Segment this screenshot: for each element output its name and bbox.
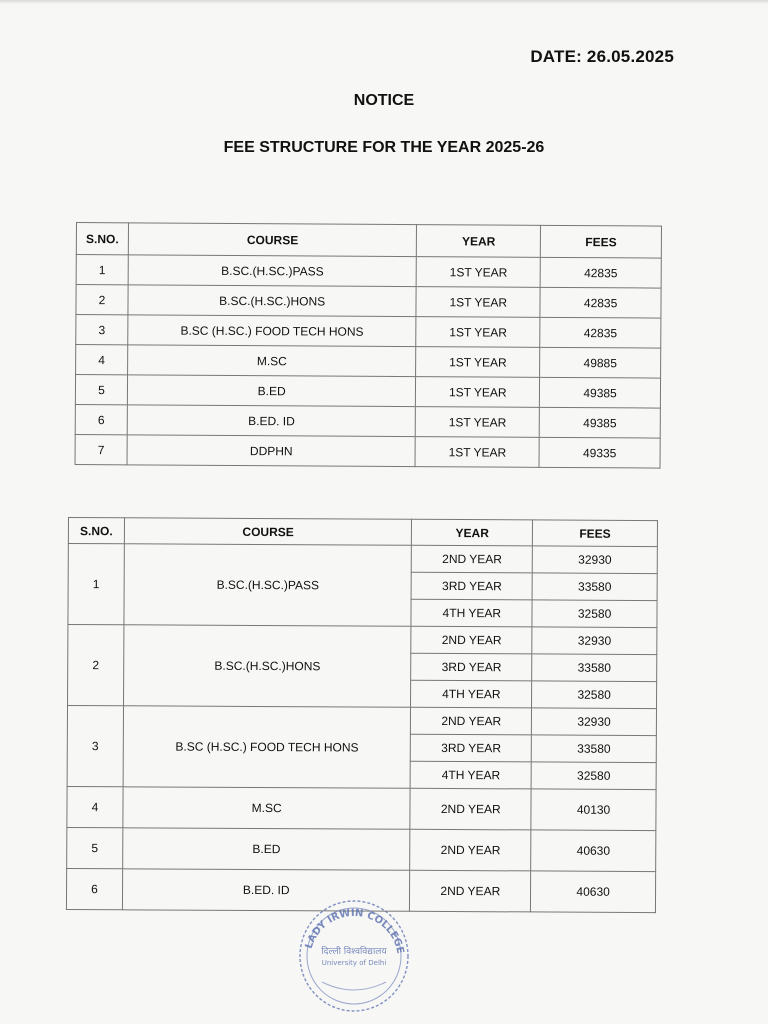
cell-year: 3RD YEAR (411, 572, 532, 600)
cell-fees: 49385 (540, 377, 661, 408)
table-header-row (76, 223, 661, 259)
cell-course: B.SC.(H.SC.)PASS (124, 544, 412, 627)
cell-sno: 2 (76, 285, 128, 315)
table-row (76, 315, 661, 349)
cell-course: B.SC.(H.SC.)HONS (123, 625, 411, 708)
cell-year: 3RD YEAR (411, 653, 532, 681)
cell-sno: 4 (76, 345, 128, 375)
cell-year: 2ND YEAR (411, 707, 532, 735)
cell-sno: 5 (67, 827, 123, 868)
cell-sno: 6 (75, 404, 127, 434)
table-row (76, 345, 661, 379)
cell-year: 2ND YEAR (410, 829, 531, 871)
cell-fees: 42835 (540, 317, 661, 348)
page-top-edge (0, 0, 768, 4)
cell-fees: 40630 (531, 830, 656, 872)
cell-sno: 3 (76, 315, 128, 345)
cell-fees: 33580 (532, 573, 657, 601)
fee-structure-title: FEE STRUCTURE FOR THE YEAR 2025-26 (223, 139, 545, 156)
cell-year: 1ST YEAR (415, 437, 539, 468)
later-year-fee-rows (66, 544, 657, 913)
cell-year: 1ST YEAR (416, 317, 540, 348)
cell-course: M.SC (123, 787, 411, 830)
table-row (75, 375, 660, 409)
table-header-row (68, 518, 657, 547)
column-header-year: YEAR (417, 225, 541, 258)
cell-course: B.SC.(H.SC.)HONS (128, 285, 417, 317)
cell-sno: 6 (66, 868, 122, 909)
cell-year: 1ST YEAR (416, 377, 540, 408)
column-header-course: COURSE (128, 223, 417, 257)
cell-year: 4TH YEAR (411, 599, 532, 627)
cell-year: 2ND YEAR (411, 626, 532, 654)
stamp-university-line: University of Delhi (321, 959, 387, 967)
cell-course: B.ED (123, 828, 411, 871)
cell-course: B.ED. ID (122, 869, 410, 912)
college-seal-stamp (296, 898, 412, 1014)
cell-course: B.SC.(H.SC.)PASS (128, 255, 417, 287)
table-row (75, 404, 660, 438)
table-row (67, 706, 656, 736)
cell-year: 1ST YEAR (416, 407, 540, 438)
cell-year: 1ST YEAR (416, 347, 540, 378)
cell-year: 1ST YEAR (417, 257, 541, 288)
column-header-sno: S.NO. (68, 518, 124, 544)
cell-year: 1ST YEAR (416, 287, 540, 318)
stamp-college-name: LADY IRWIN COLLEGE (303, 907, 406, 955)
cell-fees: 40630 (531, 871, 656, 913)
cell-fees: 40130 (531, 789, 656, 831)
cell-course: B.ED. ID (127, 405, 416, 437)
cell-year: 2ND YEAR (410, 788, 531, 830)
table-row (68, 544, 657, 574)
cell-fees: 32930 (532, 708, 657, 736)
cell-sno: 7 (75, 434, 127, 464)
cell-year: 2ND YEAR (410, 870, 531, 912)
column-header-fees: FEES (533, 520, 658, 547)
column-header-fees: FEES (540, 225, 661, 258)
cell-course: B.SC (H.SC.) FOOD TECH HONS (123, 706, 411, 789)
table-row (67, 827, 656, 871)
cell-course: M.SC (128, 345, 417, 377)
cell-course: DDPHN (127, 435, 416, 467)
column-header-course: COURSE (124, 518, 412, 546)
notice-heading: NOTICE (353, 92, 415, 109)
cell-year: 4TH YEAR (411, 761, 532, 789)
cell-year: 2ND YEAR (412, 545, 533, 573)
cell-course: B.SC (H.SC.) FOOD TECH HONS (128, 315, 417, 347)
first-year-fee-rows (75, 255, 661, 469)
cell-year: 4TH YEAR (411, 680, 532, 708)
cell-fees: 32580 (532, 681, 657, 709)
later-year-fee-table (66, 517, 658, 913)
notice-date: DATE: 26.05.2025 (530, 47, 674, 66)
column-header-sno: S.NO. (76, 223, 128, 255)
table-row (75, 434, 660, 468)
cell-fees: 32580 (531, 762, 656, 790)
cell-fees: 49385 (539, 407, 660, 438)
cell-sno: 1 (76, 255, 128, 285)
cell-sno: 2 (68, 625, 124, 706)
cell-year: 3RD YEAR (411, 734, 532, 762)
cell-sno: 1 (68, 544, 124, 625)
table-row (68, 625, 657, 655)
first-year-fee-table (75, 222, 662, 469)
cell-fees: 32930 (532, 627, 657, 655)
cell-fees: 33580 (531, 735, 656, 763)
table-row (67, 786, 656, 830)
cell-fees: 49335 (539, 437, 660, 468)
cell-fees: 49885 (540, 347, 661, 378)
cell-fees: 32580 (532, 600, 657, 628)
cell-sno: 3 (67, 706, 123, 787)
cell-fees: 42835 (540, 257, 661, 288)
table-row (76, 285, 661, 319)
cell-fees: 32930 (532, 546, 657, 574)
cell-sno: 4 (67, 786, 123, 827)
column-header-year: YEAR (412, 519, 533, 546)
cell-fees: 42835 (540, 287, 661, 318)
cell-sno: 5 (75, 375, 127, 405)
cell-course: B.ED (127, 375, 416, 407)
cell-fees: 33580 (532, 654, 657, 682)
table-row (76, 255, 661, 289)
stamp-hindi-line: दिल्ली विश्वविद्यालय (321, 947, 387, 957)
